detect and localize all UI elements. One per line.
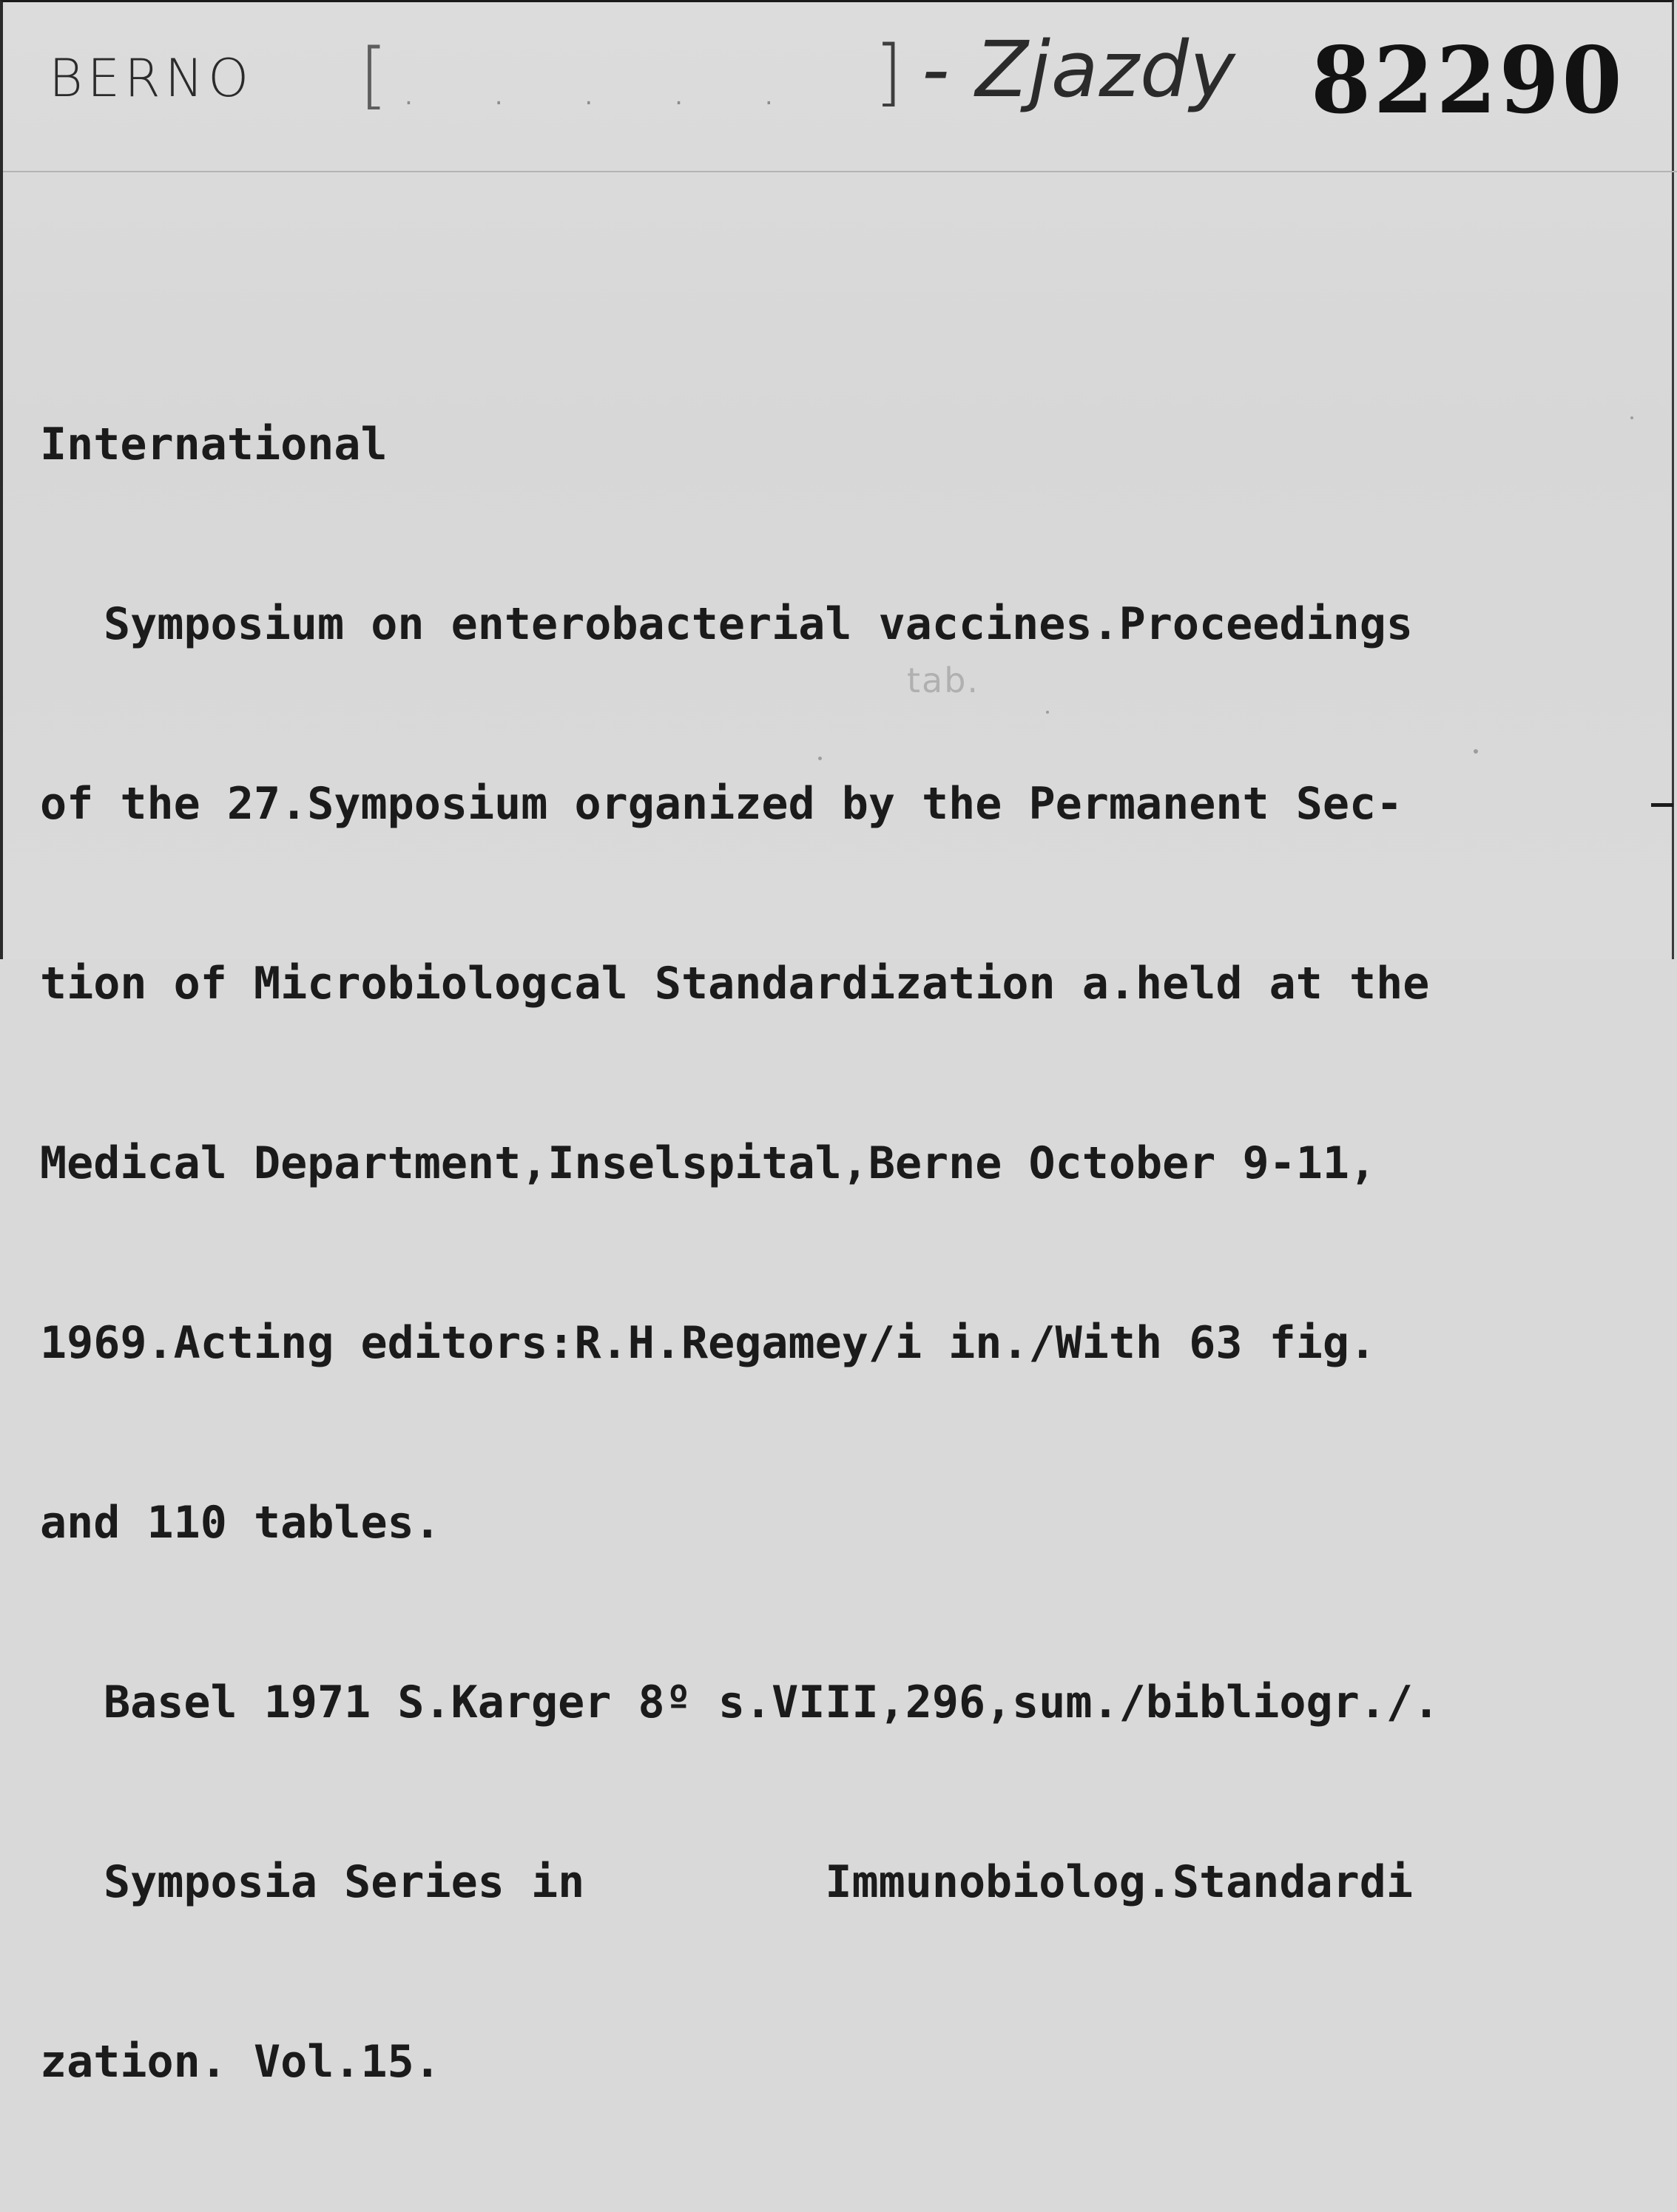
entry-line: Basel 1971 S.Karger 8º s.VIII,296,sum./bibliogr./.	[104, 1677, 1440, 1728]
paper-speck	[1630, 416, 1633, 419]
entry-line: tion of Microbiologcal Standardization a.held at the	[40, 958, 1430, 1009]
header-rule	[3, 171, 1677, 172]
erased-text: . . . . .	[402, 85, 808, 109]
handwritten-heading-right: - Zjazdy	[922, 24, 1236, 115]
handwritten-heading-left: BERNO	[49, 48, 254, 109]
entry-line: zation. Vol.15.	[40, 2036, 441, 2088]
line-end-hyphen	[1651, 803, 1673, 807]
paper-speck	[818, 757, 822, 760]
entry-line: Symposia Series in Immunobiolog.Standardi	[104, 1856, 1414, 1908]
bracket-close: ]	[874, 30, 903, 115]
paper-speck	[1046, 711, 1049, 714]
paper-speck	[1474, 749, 1478, 754]
entry-line: of the 27.Symposium organized by the Permanent Sec-	[40, 778, 1403, 830]
entry-line: Symposium on enterobacterial vaccines.Proceedings	[104, 598, 1414, 650]
call-number: 82290	[1311, 27, 1625, 135]
entry-line: International	[40, 419, 388, 470]
bracket-open: [	[360, 33, 388, 118]
entry-line: and 110 tables.	[40, 1497, 441, 1549]
pencil-annotation: tab.	[907, 660, 980, 700]
entry-line: 1969.Acting editors:R.H.Regamey/i in./With 63 fig.	[40, 1317, 1377, 1369]
entry-line: Medical Department,Inselspital,Berne October 9-11,	[40, 1137, 1377, 1189]
bibliographic-entry	[40, 295, 1440, 2212]
